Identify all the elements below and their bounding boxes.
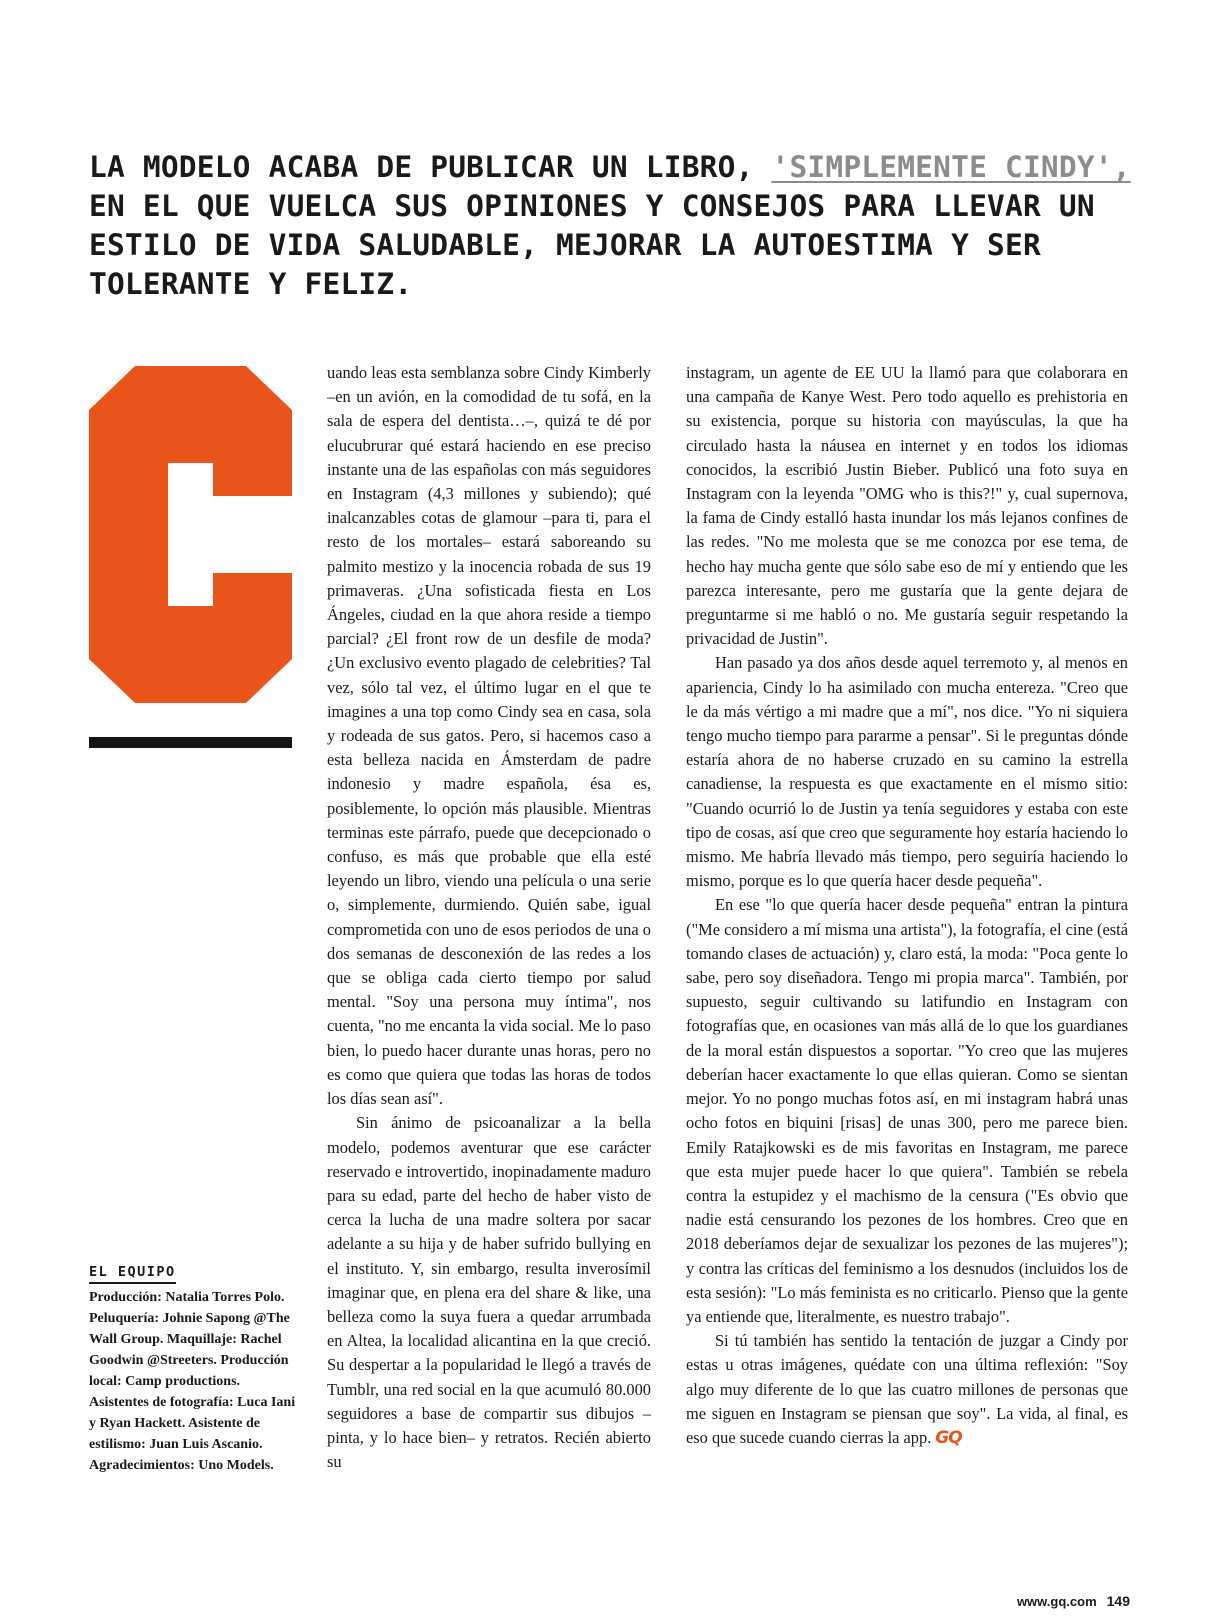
paragraph: En ese "lo que quería hacer desde pequeña" entran la pintura ("Me considero a mí misma una artista"), la fotografía, el cine (está tomando clases de actuación) y, claro está, la moda: "Poca gente lo sabe, pero soy diseñadora. Tengo mi propia marca". También, por supuesto, seguir cultivando su latifundio en Instagram con fotografías que, en ocasiones van más allá de lo que los guardianes de la moral están dispuestos a soportar. "Yo creo que las mujeres deberían hacer exactamente lo que ellas quieran. Como se sientan mejor. Yo no pongo muchas fotos así, en mi instagram habrá unas ocho fotos en biquini [risas] de unas 300, pero me parece bien. Emily Ratajkowski es de mis favoritas en Instagram, me parece que esta mujer puede hacer lo que quiera". También se rebela contra la estupidez y el machismo de la censura ("Es obvio que nadie está censurando los pezones de los hombres. Creo que en 2018 deberíamos dejar de sexualizar los pezones de las mujeres"); y contra las críticas del feminismo a los desnudos (incluidos los de esta sesión): "Lo más feminista es no criticarlo. Pienso que la gente ya entiende que, literalmente, es nuestro trabajo". <box>686 895 1128 1326</box>
footer-url[interactable]: www.gq.com <box>1016 1594 1097 1609</box>
drop-cap-rule <box>89 737 292 748</box>
paragraph: Sin ánimo de psicoanalizar a la bella modelo, podemos aventurar que ese carácter reservado e introvertido, inopinadamente maduro para su edad, parte del hecho de haber visto de cerca la lucha de una madre soltera por sacar adelante a su hija y de haber sufrido bullying en el instituto. Y, sin embargo, resulta inverosímil imaginar que, en plena era del share & like, una belleza como la suya fuera a quedar arrumbada en Altea, la localidad alicantina en la que creció. Su despertar a la popularidad le llegó a través de Tumblr, una red social en la que acumuló 80.000 seguidores a base de compartir sus dibujos –pinta, y lo hace bien– y retratos. Recién abierto su <box>327 1113 651 1472</box>
paragraph: uando leas esta semblanza sobre Cindy Kimberly –en un avión, en la comodidad de tu sofá, en la sala de espera del dentista…–, quizá te dé por elucubrurar qué estará haciendo en ese preciso instante una de las españolas con más seguidores en Instagram (4,3 millones y subiendo); qué inalcanzables cotas de glamour –para ti, para el resto de los mortales– estará saboreando su palmito mestizo y la inocencia robada de sus 19 primaveras. ¿Una sofisticada fiesta en Los Ángeles, ciudad en la que ahora reside a tiempo parcial? ¿El front row de un desfile de moda? ¿Un exclusivo evento plagado de celebrities? Tal vez, sólo tal vez, el último lugar en el que te imagines a una top como Cindy sea en casa, sola y rodeada de sus gatos. Pero, si hacemos caso a esta belleza nacida en Ámsterdam de padre indonesio y madre española, ésa es, posiblemente, lo opción más plausible. Mientras terminas este párrafo, puede que decepcionado o confuso, es más que probable que ella esté leyendo un libro, viendo una película o una serie o, simplemente, durmiendo. Quién sabe, igual comprometida con uno de esos periodos de una o dos semanas de desconexión de las redes a los que se obliga cada cierto tiempo por salud mental. "Soy una persona muy íntima", nos cuenta, "no me encanta la vida social. Me lo paso bien, lo puedo hacer durante unas horas, pero no es como que quiera que todas las horas de todos los días sean así". <box>327 363 651 1109</box>
headline-text-end: EN EL QUE VUELCA SUS OPINIONES Y CONSEJOS PARA LLEVAR UN ESTILO DE VIDA SALUDABLE, MEJORAR LA AUTOESTIMA Y SER TOLERANTE Y FELIZ. <box>89 189 1095 301</box>
credits-box <box>89 1263 299 1476</box>
credits-text: Producción: Natalia Torres Polo. Peluquería: Johnie Sapong @The Wall Group. Maquillaje: Rachel Goodwin @Streeters. Producción local: Camp productions. Asistentes de fotografía: Luca Iani y Ryan Hackett. Asistente de estilismo: Juan Luis Ascanio. Agradecimientos: Uno Models. <box>89 1290 296 1473</box>
page-footer <box>990 1593 1130 1609</box>
page-number: 149 <box>1106 1593 1130 1609</box>
book-title-link[interactable]: 'SIMPLEMENTE CINDY', <box>771 150 1131 184</box>
paragraph: Han pasado ya dos años desde aquel terremoto y, al menos en apariencia, Cindy lo ha asimilado con mucha entereza. "Creo que le da más vértigo a mi madre que a mí", nos dice. "Yo ni siquiera tengo mucho tiempo para pararme a pensar". Si le preguntas dónde estaría ahora de no haberse cruzado en su camino la estrella canadiense, la respuesta es que exactamente en el mismo sitio: "Cuando ocurrió lo de Justin ya tenía seguidores y estaba con este tipo de cosas, así que creo que seguramente hoy estaría haciendo lo mismo. Me habría llevado más tiempo, pero seguiría haciendo lo mismo, porque es lo que quería hacer desde pequeña". <box>686 653 1128 891</box>
gq-end-mark-icon: GQ <box>935 1427 962 1448</box>
paragraph: instagram, un agente de EE UU la llamó para que colaborara en una campaña de Kanye West. Pero todo aquello es prehistoria en su existencia, porque su historia con mayúsculas, la que ha circulado hasta la náusea en internet y en todos los idiomas conocidos, la escribió Justin Bieber. Publicó una foto suya en Instagram con la leyenda "OMG who is this?!" y, cual supernova, la fama de Cindy estalló hasta inundar los más lejanos confines de las redes. "No me molesta que se me conozca por ese tema, de hecho hay mucha gente que sólo sabe eso de mí y entiendo que les parezca interesante, pero me gustaría que la gente dejara de preguntarme si me habló o no. Me gustaría seguir respetando la privacidad de Justin". <box>686 363 1128 649</box>
headline-text-start: LA MODELO ACABA DE PUBLICAR UN LIBRO, <box>89 150 772 184</box>
drop-cap-letter <box>89 366 292 703</box>
article-column-1 <box>327 361 651 1474</box>
paragraph-last <box>686 1329 1128 1450</box>
credits-title: EL EQUIPO <box>89 1263 176 1284</box>
headline <box>89 148 1159 304</box>
article-column-2 <box>686 361 1128 1450</box>
closing-text: Si tú también has sentido la tentación de juzgar a Cindy por estas u otras imágenes, quédate con una última reflexión: "Soy algo muy diferente de lo que las cuatro millones de personas que me siguen en Instagram se piensan que soy". La vida, al final, es eso que sucede cuando cierras la app. <box>686 1331 1128 1447</box>
